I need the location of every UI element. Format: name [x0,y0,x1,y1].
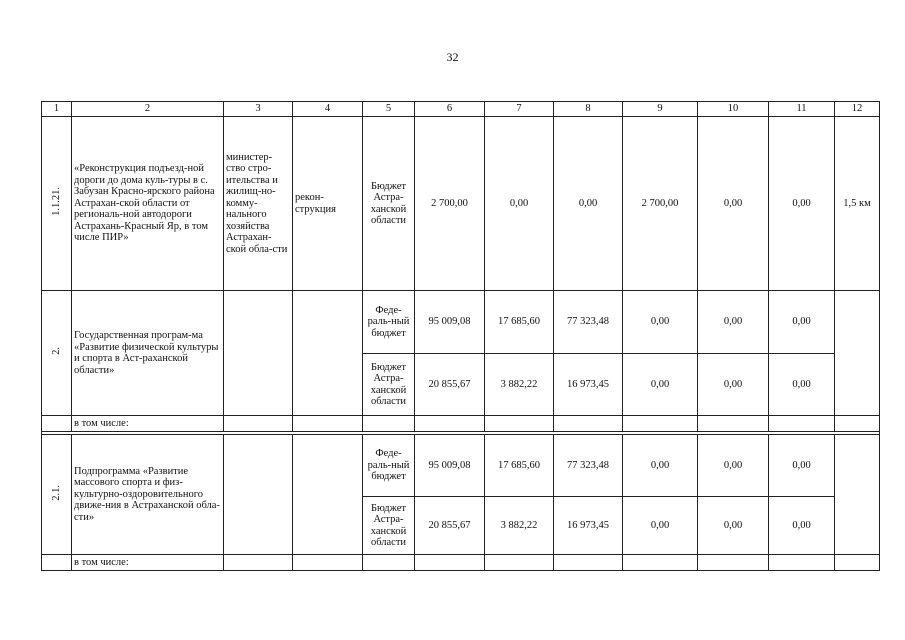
value-col-11: 0,00 [769,497,835,555]
empty-cell [769,416,835,432]
value-col-10: 0,00 [698,291,769,354]
table-row-2-federal [42,291,880,354]
empty-cell [485,416,554,432]
including-row [42,416,880,432]
empty-cell [698,416,769,432]
col-header-8: 8 [554,102,623,117]
value-col-8: 0,00 [554,117,623,291]
value-col-8: 77 323,48 [554,435,623,497]
empty-cell [293,555,363,571]
value-col-10: 0,00 [698,435,769,497]
row-source: Бюджет Астра-ханской области [363,117,415,291]
empty-cell [769,555,835,571]
value-col-7: 3 882,22 [485,497,554,555]
row-executor: министер-ство стро-ительства и жилищ-но-комму-нального хозяйства Астрахан-ской обла-сти [224,117,293,291]
col-header-6: 6 [415,102,485,117]
value-col-6: 20 855,67 [415,497,485,555]
value-col-7: 17 685,60 [485,435,554,497]
value-col-11: 0,00 [769,117,835,291]
including-row [42,555,880,571]
empty-cell [554,416,623,432]
empty-cell [415,416,485,432]
row-code: 2.1. [50,484,62,501]
empty-cell [224,416,293,432]
col-header-2: 2 [72,102,224,117]
value-col-6: 2 700,00 [415,117,485,291]
row-source: Бюджет Астра-ханской области [363,354,415,416]
value-col-11: 0,00 [769,291,835,354]
empty-cell [363,416,415,432]
col-header-11: 11 [769,102,835,117]
empty-cell [415,555,485,571]
row-code-cell [42,435,72,555]
col-header-3: 3 [224,102,293,117]
row-source: Феде-раль-ный бюджет [363,435,415,497]
including-label: в том числе: [72,416,224,432]
row-code-cell [42,291,72,416]
empty-cell [293,435,363,555]
value-col-6: 20 855,67 [415,354,485,416]
row-name: Государственная програм-ма «Развитие физической культуры и спорта в Аст-раханской области» [72,291,224,416]
value-col-11: 0,00 [769,435,835,497]
empty-cell [363,555,415,571]
table-row-1-1-21 [42,117,880,291]
empty-cell [224,291,293,416]
value-col-7: 17 685,60 [485,291,554,354]
empty-cell [485,555,554,571]
empty-cell [835,435,880,555]
empty-cell [554,555,623,571]
empty-cell [293,291,363,416]
empty-cell [835,291,880,416]
value-col-7: 3 882,22 [485,354,554,416]
empty-cell [42,416,72,432]
row-source: Феде-раль-ный бюджет [363,291,415,354]
row-source: Бюджет Астра-ханской области [363,497,415,555]
row-name: Подпрограмма «Развитие массового спорта и физ-культурно-оздоровительного движе-ния в Астраханской обла-сти» [72,435,224,555]
value-col-9: 0,00 [623,354,698,416]
col-header-4: 4 [293,102,363,117]
empty-cell [835,416,880,432]
header-row [42,102,880,117]
row-code: 2. [50,347,62,356]
budget-table [41,101,880,571]
including-label: в том числе: [72,555,224,571]
value-col-8: 77 323,48 [554,291,623,354]
value-col-8: 16 973,45 [554,354,623,416]
value-col-10: 0,00 [698,117,769,291]
value-col-9: 0,00 [623,291,698,354]
value-col-6: 95 009,08 [415,291,485,354]
row-type: рекон-струкция [293,117,363,291]
empty-cell [835,555,880,571]
col-header-5: 5 [363,102,415,117]
value-col-9: 2 700,00 [623,117,698,291]
value-col-10: 0,00 [698,497,769,555]
empty-cell [698,555,769,571]
col-header-12: 12 [835,102,880,117]
value-col-6: 95 009,08 [415,435,485,497]
col-header-1: 1 [42,102,72,117]
empty-cell [293,416,363,432]
row-code: 1.1.21. [50,187,62,217]
value-col-9: 0,00 [623,435,698,497]
empty-cell [224,555,293,571]
empty-cell [224,435,293,555]
table-row-2-1-federal [42,435,880,497]
value-col-7: 0,00 [485,117,554,291]
empty-cell [623,416,698,432]
value-col-10: 0,00 [698,354,769,416]
page-number: 32 [446,50,459,64]
empty-cell [42,555,72,571]
value-col-9: 0,00 [623,497,698,555]
empty-cell [623,555,698,571]
value-col-11: 0,00 [769,354,835,416]
col-header-9: 9 [623,102,698,117]
col-header-7: 7 [485,102,554,117]
row-name: «Реконструкция подъезд-ной дороги до дома куль-туры в с. Забузан Красно-ярского района Астрахан-ской области от региональ-ной автодороги Астрахань-Красный Яр, в том числе ПИР» [72,117,224,291]
value-col-8: 16 973,45 [554,497,623,555]
col-header-10: 10 [698,102,769,117]
row-code-cell [42,117,72,291]
value-col-12: 1,5 км [835,117,880,291]
